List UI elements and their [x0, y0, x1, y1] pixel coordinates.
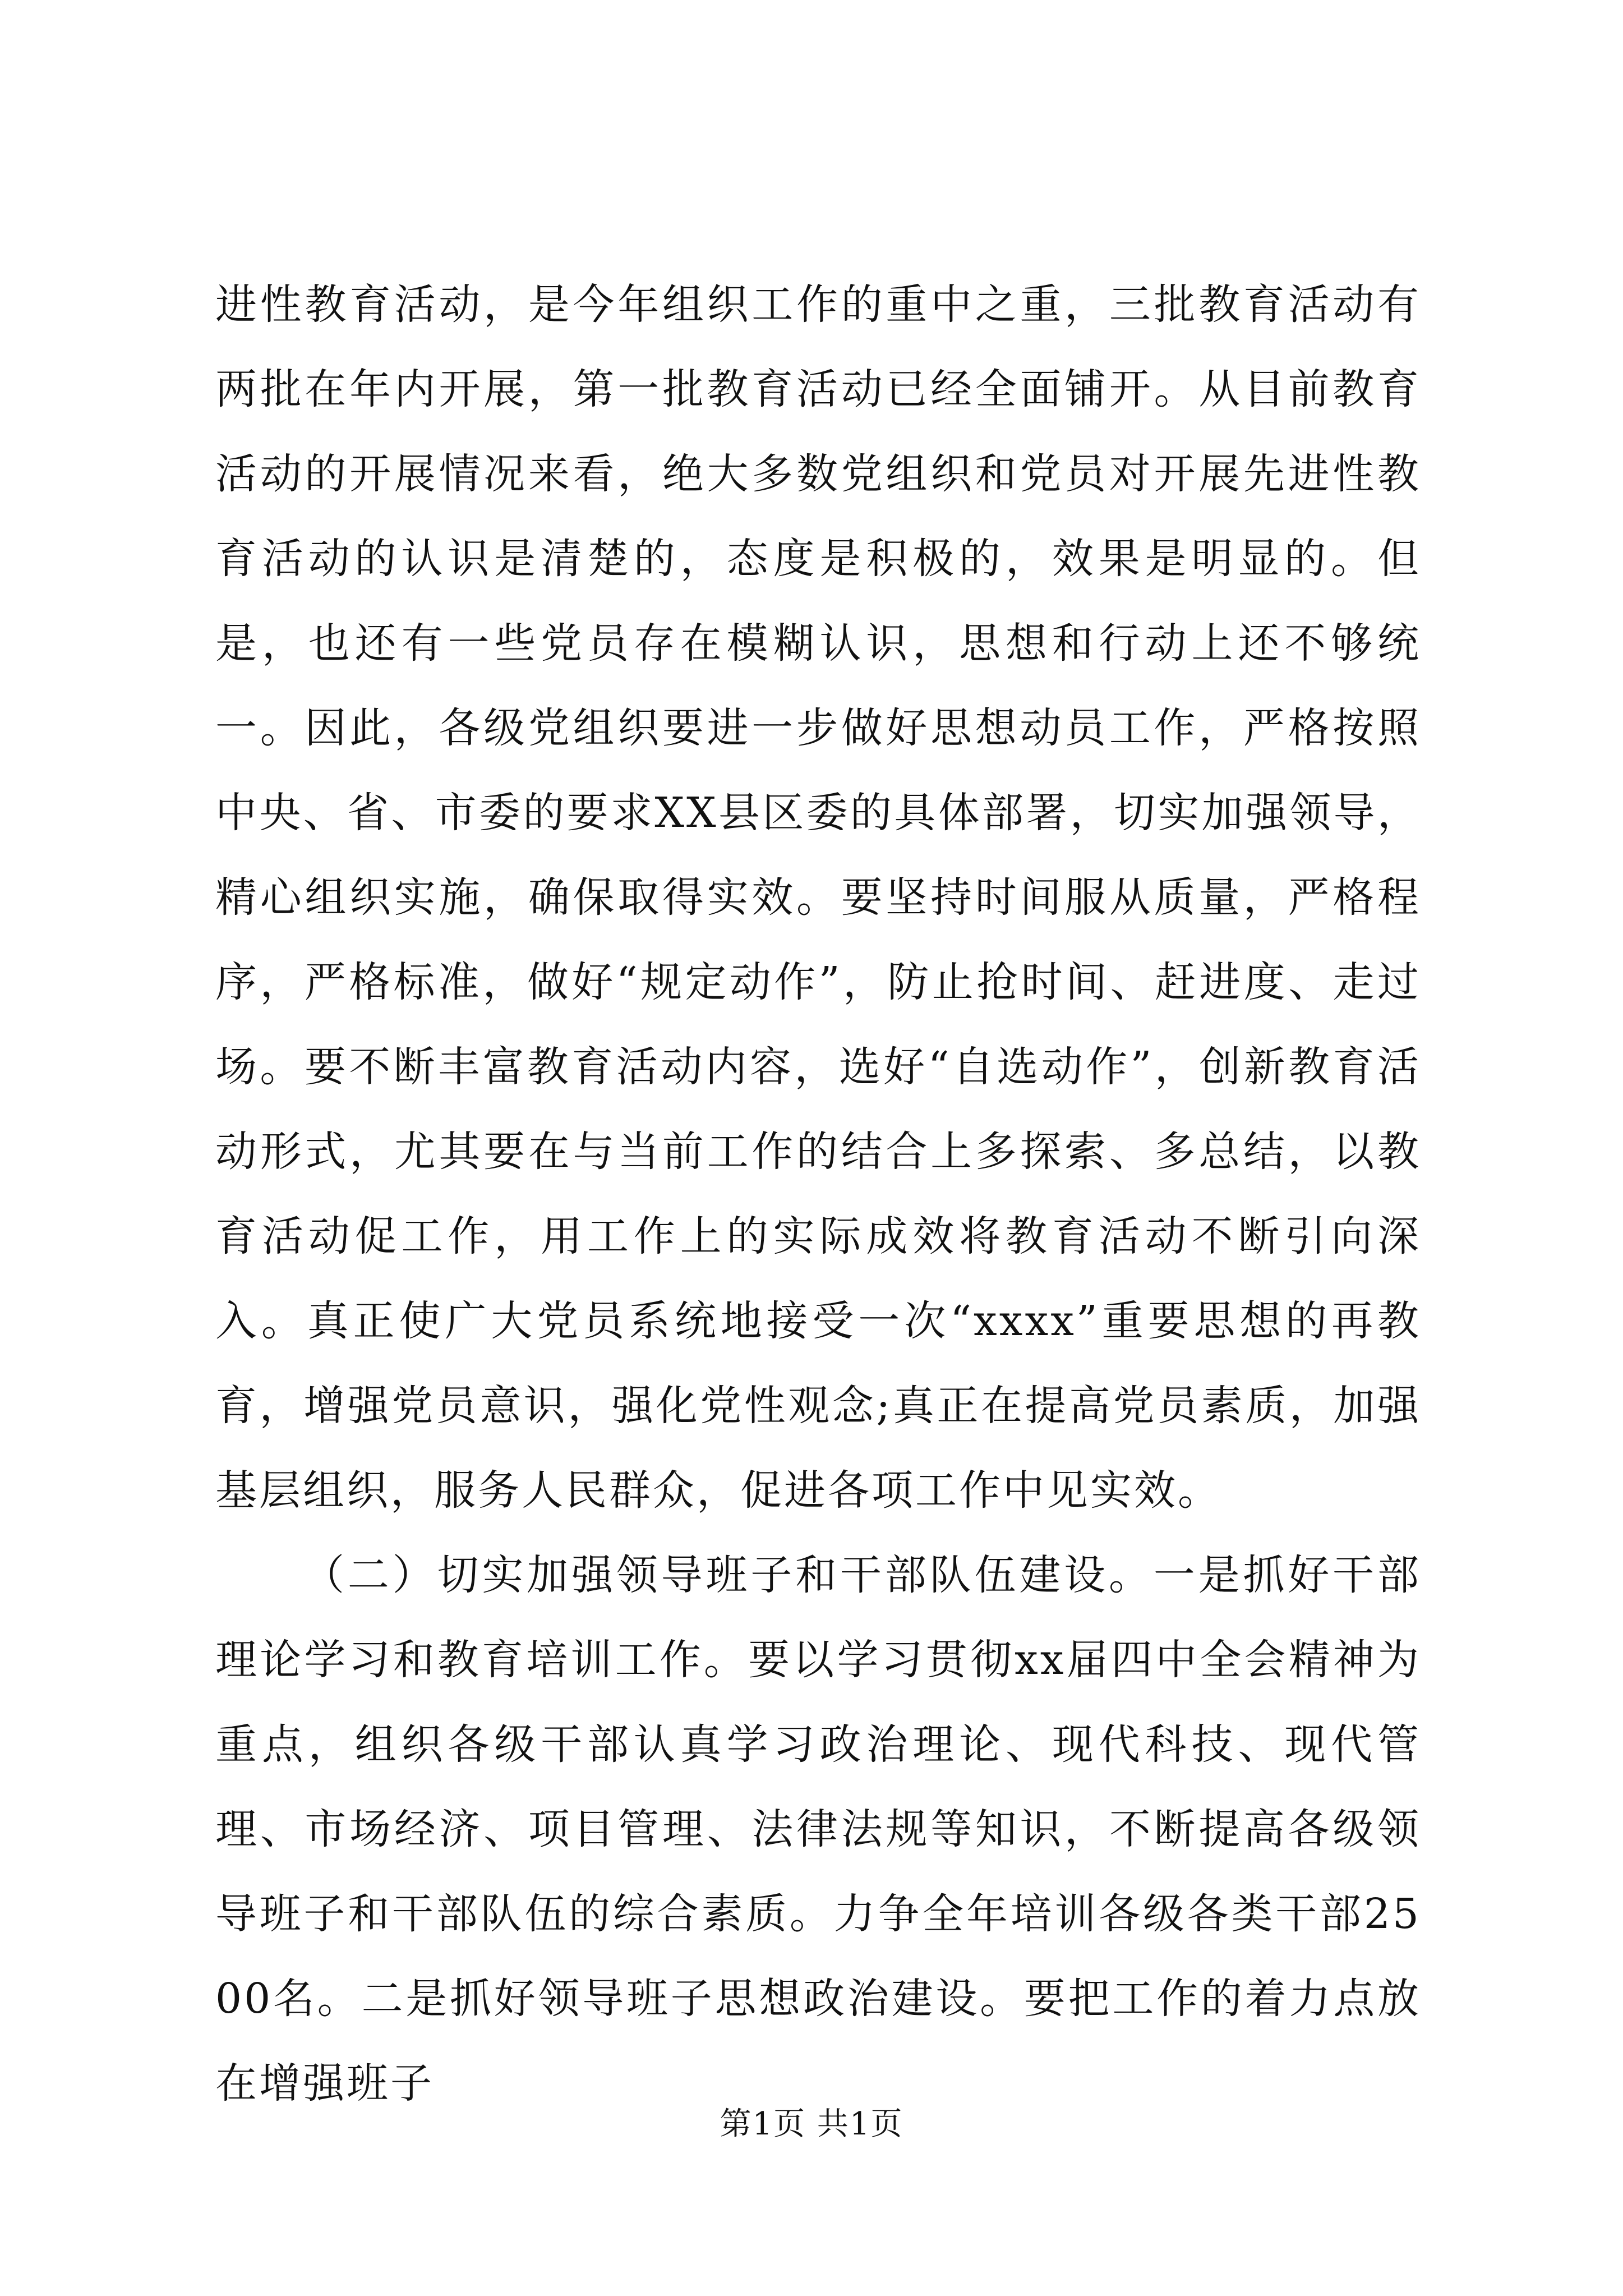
document-body — [215, 263, 1421, 2126]
page-footer: 第1页 共1页 — [720, 2106, 903, 2142]
paragraph-continuation: 进性教育活动，是今年组织工作的重中之重，三批教育活动有两批在年内开展，第一批教育活动已经全面铺开。从目前教育活动的开展情况来看，绝大多数党组织和党员对开展先进性教育活动的认识是清楚的，态度是积极的，效果是明显的。但是，也还有一些党员存在模糊认识，思想和行动上还不够统一。因此，各级党组织要进一步做好思想动员工作，严格按照中央、省、市委的要求XX县区委的具体部署，切实加强领导，精心组织实施，确保取得实效。要坚持时间服从质量，严格程序，严格标准，做好“规定动作”，防止抢时间、赶进度、走过场。要不断丰富教育活动内容，选好“自选动作”，创新教育活动形式，尤其要在与当前工作的结合上多探索、多总结，以教育活动促工作，用工作上的实际成效将教育活动不断引向深入。真正使广大党员系统地接受一次“xxxx”重要思想的再教育，增强党员意识，强化党性观念;真正在提高党员素质，加强基层组织，服务人民群众，促进各项工作中见实效。 — [215, 280, 1421, 1515]
paragraph-section-two: （二）切实加强领导班子和干部队伍建设。一是抓好干部理论学习和教育培训工作。要以学习贯彻xx届四中全会精神为重点，组织各级干部认真学习政治理论、现代科技、现代管理、市场经济、项目管理、法律法规等知识，不断提高各级领导班子和干部队伍的综合素质。力争全年培训各级各类干部2500名。二是抓好领导班子思想政治建设。要把工作的着力点放在增强班子 — [215, 1551, 1421, 2108]
